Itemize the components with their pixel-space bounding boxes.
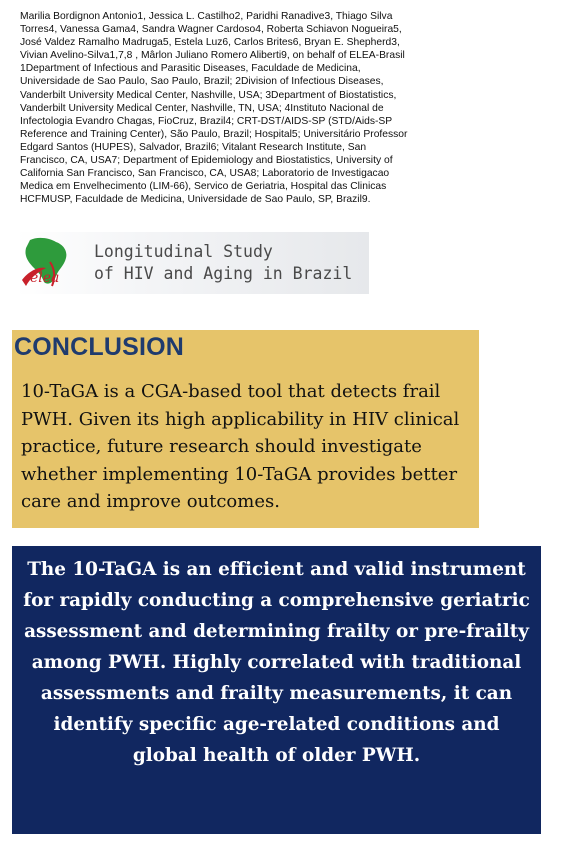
summary-box: [12, 546, 541, 834]
study-banner: [16, 232, 369, 294]
authors-affiliations: Marilia Bordignon Antonio1, Jessica L. Castilho2, Paridhi Ranadive3, Thiago Silva Torres4, Vanessa Gama4, Sandra Wagner Cardoso4, Roberta Schiavon Nogueira5, José Valdez Ramalho Madruga5, Estela Luz6, Carlos Brites6, Bryan E. Shepherd3, Vivian Avelino-Silva1,7,8 , Mârlon Juliano Romero Aliberti9, on behalf of ELEA-Brasil 1Department of Infectious and Parasitic Diseases, Faculdade de Medicina, Universidade de Sao Paulo, Sao Paulo, Brazil; 2Division of Infectious Diseases, Vanderbilt University Medical Center, Nashville, USA; 3Department of Biostatistics, Vanderbilt University Medical Center, Nashville, TN, USA; 4Instituto Nacional de Infectologia Evandro Chagas, FioCruz, Brazil4; CRT-DST/AIDS-SP (STD/Aids-SP Reference and Training Center), São Paulo, Brazil; Hospital5; Universitário Professor Edgard Santos (HUPES), Salvador, Brazil6; Vitalant Research Institute, San Francisco, CA, USA7; Department of Epidemiology and Biostatistics, University of California San Francisco, San Francisco, CA, USA8; Laboratorio de Investigacao Medica em Envelhecimento (LIM-66), Servico de Geriatria, Hospital das Clinicas HCFMUSP, Faculdade de Medicina, Universidade de Sao Paulo, SP, Brazil9.: [20, 11, 408, 206]
elea-brasil-logo: [16, 232, 82, 294]
study-title: Longitudinal Study of HIV and Aging in Brazil: [94, 242, 353, 283]
conclusion-body: 10-TaGA is a CGA-based tool that detects frail PWH. Given its high applicability in HIV clinical practice, future research should investigate whether implementing 10-TaGA provides better care and improve outcomes.: [21, 381, 460, 512]
conclusion-box: [12, 330, 479, 528]
conclusion-heading: CONCLUSION: [14, 333, 185, 361]
summary-text: The 10-TaGA is an efficient and valid instrument for rapidly conducting a comprehensive geriatric assessment and determining frailty or pre-frailty among PWH. Highly correlated with traditional assessments and frailty measurements, it can identify specific age-related conditions and global health of older PWH.: [23, 559, 530, 766]
logo-wordmark: elea: [30, 270, 60, 286]
